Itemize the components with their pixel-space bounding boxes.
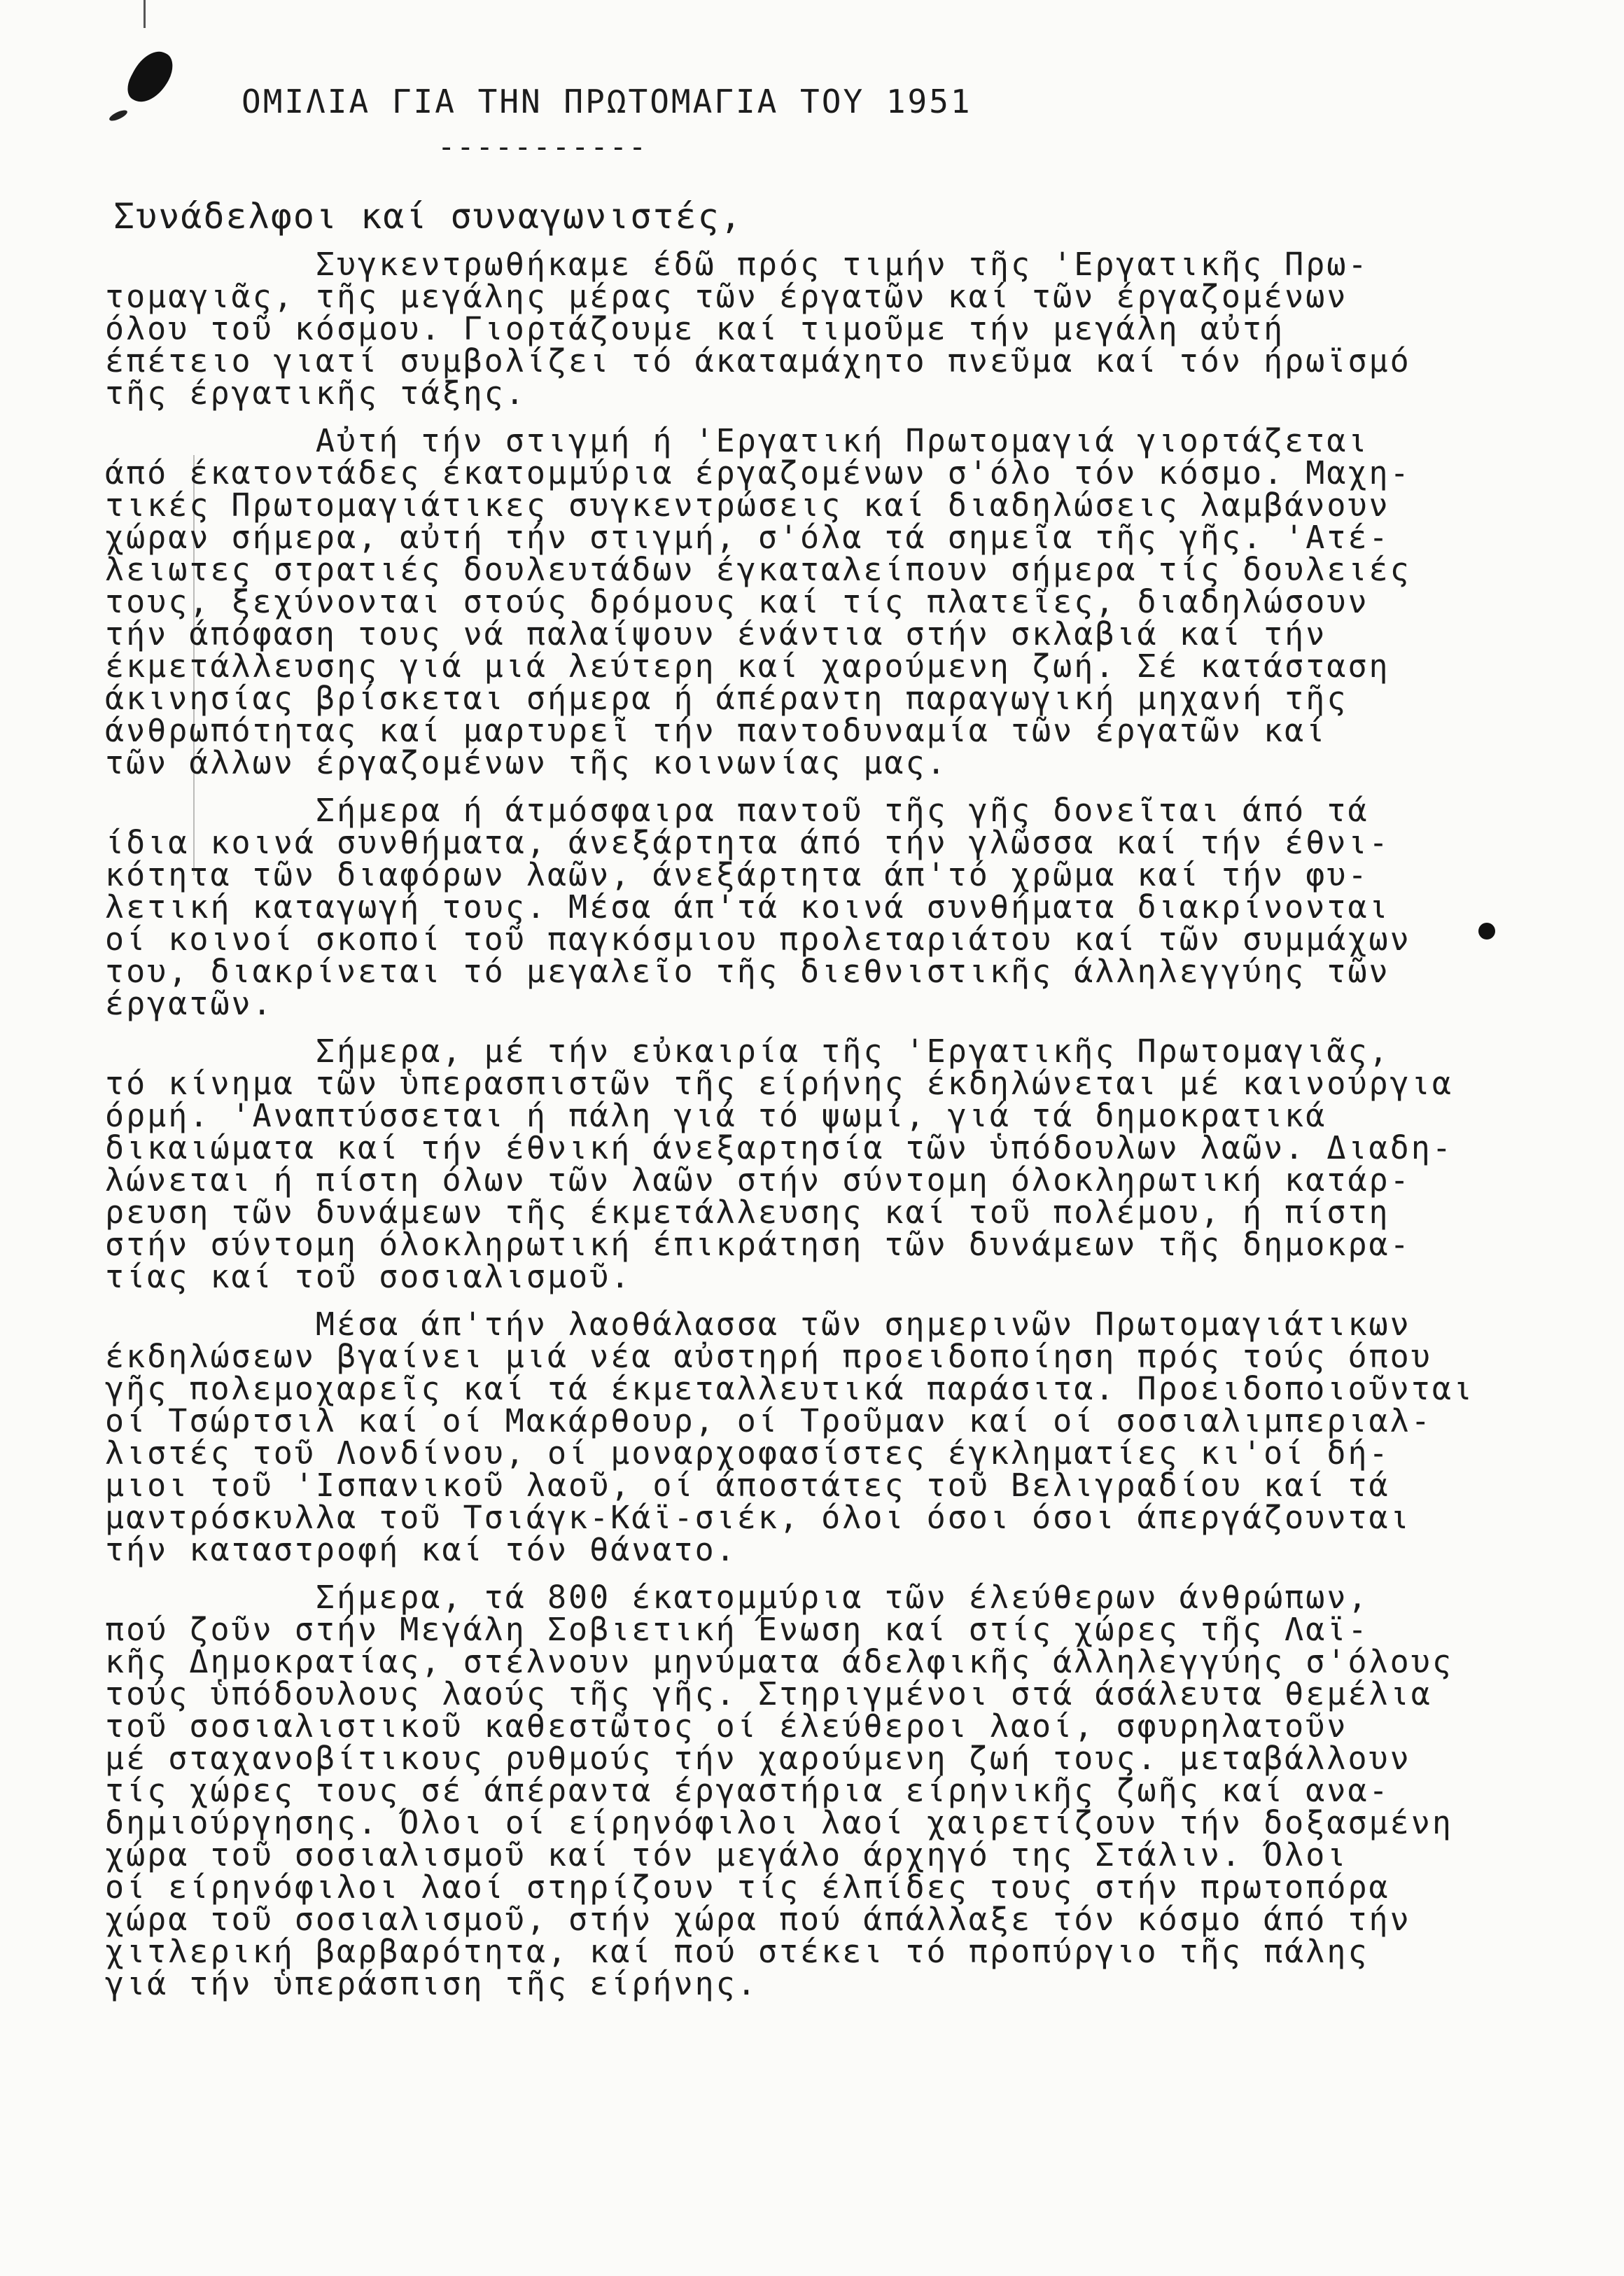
text-line: άνθρωπότητας καί μαρτυρεῖ τήν παντοδυναμία τῶν έργατῶν καί	[105, 712, 1327, 749]
text-line: Σήμερα, τά 800 έκατομμύρια τῶν έλεύθερων άνθρώπων,	[105, 1579, 1369, 1616]
text-line: μαντρόσκυλλα τοῦ Τσιάγκ-Κάϊ-σιέκ, όλοι όσοι όσοι άπεργάζουνται	[105, 1499, 1411, 1536]
text-line: Αὐτή τήν στιγμή ή 'Εργατική Πρωτομαγιά γιορτάζεται	[105, 422, 1369, 459]
title-underline: -----------	[438, 130, 648, 164]
text-line: τήν άπόφαση τους νά παλαίψουν ένάντια στήν σκλαβιά καί τήν	[105, 615, 1327, 652]
text-line: μέ σταχανοβίτικους ρυθμούς τήν χαρούμενη ζωή τους. μεταβάλλουν	[105, 1740, 1411, 1777]
text-line: τικές Πρωτομαγιάτικες συγκεντρώσεις καί διαδηλώσεις λαμβάνουν	[105, 487, 1390, 524]
text-line: λετική καταγωγή τους. Μέσα άπ'τά κοινά συνθήματα διακρίνονται	[105, 888, 1390, 926]
text-line: στήν σύντομη όλοκληρωτική έπικράτηση τῶν δυνάμεων τῆς δημοκρα-	[105, 1226, 1411, 1263]
text-line: τό κίνημα τῶν ὑπερασπιστῶν τῆς είρήνης έκδηλώνεται μέ καινούργια	[105, 1065, 1453, 1102]
ink-blot	[122, 44, 179, 110]
text-line: Μέσα άπ'τήν λαοθάλασσα τῶν σημερινῶν Πρωτομαγιάτικων	[105, 1306, 1411, 1343]
text-line: κότητα τῶν διαφόρων λαῶν, άνεξάρτητα άπ'τό χρῶμα καί τήν φυ-	[105, 856, 1369, 893]
paragraph	[105, 1035, 1533, 1293]
text-line: λώνεται ή πίστη όλων τῶν λαῶν στήν σύντομη όλοκληρωτική κατάρ-	[105, 1161, 1411, 1199]
text-line: οί Τσώρτσιλ καί οί Μακάρθουρ, οί Τροῦμαν καί οί σοσιαλιμπεριαλ-	[105, 1402, 1432, 1439]
text-line: κῆς Δημοκρατίας, στέλνουν μηνύματα άδελφικῆς άλληλεγγύης σ'όλους	[105, 1643, 1453, 1680]
text-line: λιστές τοῦ Λονδίνου, οί μοναρχοφασίστες έγκληματίες κι'οί δή-	[105, 1434, 1390, 1472]
text-line: έπέτειο γιατί συμβολίζει τό άκαταμάχητο πνεῦμα καί τόν ήρωϊσμό	[105, 342, 1411, 379]
paragraph	[105, 792, 1533, 1022]
document-title: ΟΜΙΛΙΑ ΓΙΑ ΤΗΝ ΠΡΩΤΟΜΑΓΙΑ ΤΟΥ 1951	[241, 83, 972, 120]
text-line: χώρα τοῦ σοσιαλισμοῦ, στήν χώρα πού άπάλλαξε τόν κόσμο άπό τήν	[105, 1901, 1411, 1938]
document-body	[105, 246, 1533, 2016]
paragraph	[105, 246, 1533, 412]
text-line: πού ζοῦν στήν Μεγάλη Σοβιετική Ένωση καί στίς χώρες τῆς Λαϊ-	[105, 1611, 1369, 1648]
text-line: τομαγιᾶς, τῆς μεγάλης μέρας τῶν έργατῶν καί τῶν έργαζομένων	[105, 278, 1348, 315]
text-line: έργατῶν.	[105, 985, 274, 1022]
text-line: τους, ξεχύνονται στούς δρόμους καί τίς πλατεῖες, διαδηλώσουν	[105, 583, 1369, 620]
text-line: Σήμερα ή άτμόσφαιρα παντοῦ τῆς γῆς δονεῖται άπό τά	[105, 792, 1369, 829]
text-line: γιά τήν ὑπεράσπιση τῆς είρήνης.	[105, 1965, 758, 2002]
text-line: τοῦ σοσιαλιστικοῦ καθεστῶτος οί έλεύθεροι λαοί, σφυρηλατοῦν	[105, 1708, 1348, 1745]
text-line: οί κοινοί σκοποί τοῦ παγκόσμιου προλεταριάτου καί τῶν συμμάχων	[105, 921, 1411, 958]
text-line: τῶν άλλων έργαζομένων τῆς κοινωνίας μας.	[105, 744, 948, 781]
paragraph	[105, 1579, 1533, 2002]
text-line: τήν καταστροφή καί τόν θάνατο.	[105, 1531, 737, 1568]
text-line: ρευση τῶν δυνάμεων τῆς έκμετάλλευσης καί τοῦ πολέμου, ή πίστη	[105, 1194, 1390, 1231]
paragraph	[105, 1308, 1533, 1566]
text-line: έκμετάλλευσης γιά μιά λεύτερη καί χαρούμενη ζωή. Σέ κατάσταση	[105, 648, 1390, 685]
text-line: μιοι τοῦ 'Ισπανικοῦ λαοῦ, οί άποστάτες τοῦ Βελιγραδίου καί τά	[105, 1467, 1390, 1504]
ink-blot-tail	[108, 109, 129, 123]
text-line: όλου τοῦ κόσμου. Γιορτάζουμε καί τιμοῦμε τήν μεγάλη αὐτή	[105, 310, 1285, 347]
text-line: ίδια κοινά συνθήματα, άνεξάρτητα άπό τήν γλῶσσα καί τήν έθνι-	[105, 824, 1390, 861]
text-line: τίς χώρες τους σέ άπέραντα έργαστήρια είρηνικῆς ζωῆς καί ανα-	[105, 1772, 1390, 1809]
paragraph	[105, 422, 1533, 781]
text-line: χώρα τοῦ σοσιαλισμοῦ καί τόν μεγάλο άρχηγό της Στάλιν. Όλοι	[105, 1836, 1348, 1873]
text-line: έκδηλώσεων βγαίνει μιά νέα αὐστηρή προειδοποίηση πρός τούς όπου	[105, 1338, 1432, 1375]
text-line: όρμή. 'Αναπτύσσεται ή πάλη γιά τό ψωμί, γιά τά δημοκρατικά	[105, 1097, 1327, 1134]
text-line: Σήμερα, μέ τήν εὐκαιρία τῆς 'Εργατικῆς Πρωτομαγιᾶς,	[105, 1033, 1390, 1070]
text-line: χιτλερική βαρβαρότητα, καί πού στέκει τό προπύργιο τῆς πάλης	[105, 1933, 1369, 1970]
text-line: Συγκεντρωθήκαμε έδῶ πρός τιμήν τῆς 'Εργατικῆς Πρω-	[105, 246, 1369, 283]
text-line: δημιούργησης. Όλοι οί είρηνόφιλοι λαοί χαιρετίζουν τήν δοξασμένη	[105, 1804, 1453, 1841]
text-line: άκινησίας βρίσκεται σήμερα ή άπέραντη παραγωγική μηχανή τῆς	[105, 680, 1348, 717]
text-line: άπό έκατοντάδες έκατομμύρια έργαζομένων σ'όλο τόν κόσμο. Μαχη-	[105, 454, 1411, 491]
text-line: τῆς έργατικῆς τάξης.	[105, 375, 526, 412]
text-line: γῆς πολεμοχαρεῖς καί τά έκμεταλλευτικά παράσιτα. Προειδοποιοῦνται	[105, 1370, 1474, 1407]
text-line: δικαιώματα καί τήν έθνική άνεξαρτησία τῶν ὑπόδουλων λαῶν. Διαδη-	[105, 1129, 1453, 1166]
scan-mark	[144, 0, 146, 28]
salutation: Συνάδελφοι καί συναγωνιστές,	[113, 196, 743, 237]
text-line: λειωτες στρατιές δουλευτάδων έγκαταλείπουν σήμερα τίς δουλειές	[105, 551, 1411, 588]
text-line: τίας καί τοῦ σοσιαλισμοῦ.	[105, 1258, 632, 1295]
text-line: του, διακρίνεται τό μεγαλεῖο τῆς διεθνιστικῆς άλληλεγγύης τῶν	[105, 953, 1390, 990]
text-line: τούς ὑπόδουλους λαούς τῆς γῆς. Στηριγμένοι στά άσάλευτα θεμέλια	[105, 1675, 1432, 1712]
text-line: χώραν σήμερα, αὐτή τήν στιγμή, σ'όλα τά σημεῖα τῆς γῆς. 'Ατέ-	[105, 519, 1390, 556]
text-line: οί είρηνόφιλοι λαοί στηρίζουν τίς έλπίδες τους στήν πρωτοπόρα	[105, 1869, 1390, 1906]
